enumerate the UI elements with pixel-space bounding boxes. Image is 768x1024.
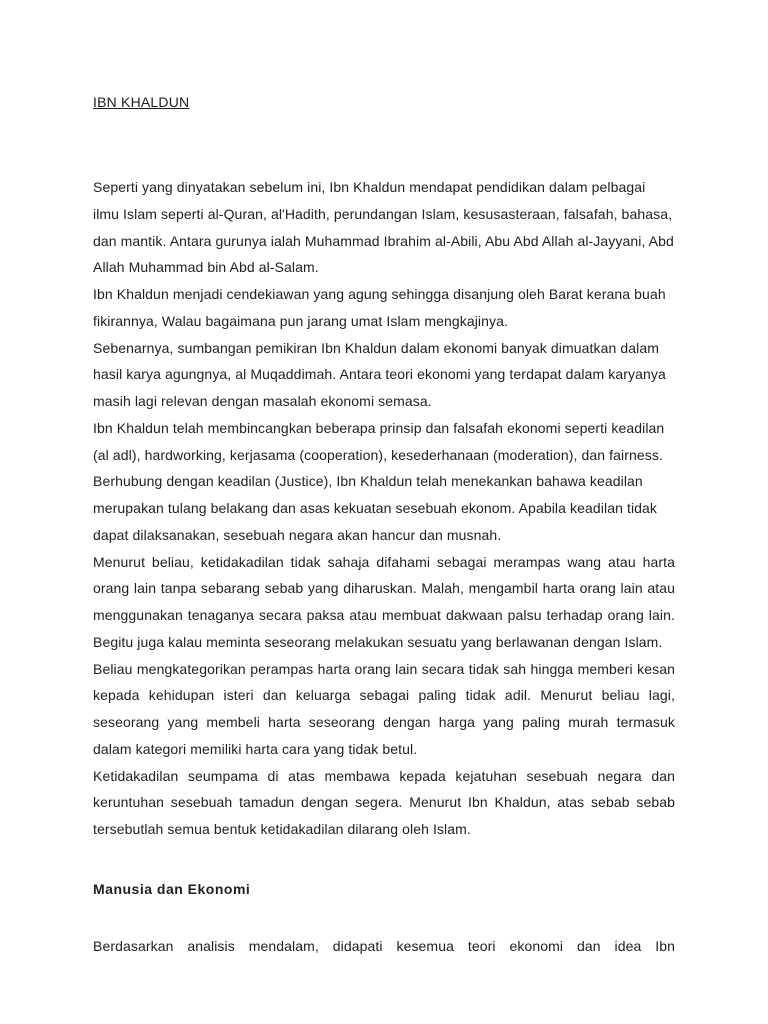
document-title: IBN KHALDUN [93, 94, 190, 110]
paragraph-education: Seperti yang dinyatakan sebelum ini, Ibn Khaldun mendapat pendidikan dalam pelbagai ilmu Islam seperti al-Quran, al'Hadith, perundangan Islam, kesusasteraan, falsafah, bahasa, dan mantik. Antara gurunya ialah Muhammad Ibrahim al-Abili, Abu Abd Allah al-Jayyani, Abd Allah Muhammad bin Abd al-Salam. [93, 179, 674, 276]
paragraph-categories: Beliau mengkategorikan perampas harta orang lain secara tidak sah hingga memberi kesan kepada kehidupan isteri dan keluarga sebagai paling tidak adil. Menurut beliau lagi, seseorang yang membeli harta seseorang dengan harga yang paling murah termasuk dalam kategori memiliki harta cara yang tidak betul. [93, 660, 675, 757]
paragraph-justice: Berhubung dengan keadilan (Justice), Ibn Khaldun telah menekankan bahawa keadilan merupakan tulang belakang dan asas kekuatan sesebuah ekonom. Apabila keadilan tidak dapat dilaksanakan, sesebuah negara akan hancur dan musnah. [93, 473, 658, 543]
paragraph-consequences: Ketidakadilan seumpama di atas membawa kepada kejatuhan sesebuah negara dan keruntuhan sesebuah tamadun dengan segera. Menurut Ibn Khaldun, atas sebab sebab tersebutlah semua bentuk ketidakadilan dilarang oleh Islam. [93, 767, 675, 837]
paragraph-scholar: Ibn Khaldun menjadi cendekiawan yang agung sehingga disanjung oleh Barat kerana buah fikirannya, Walau bagaimana pun jarang umat Islam mengkajinya. [93, 286, 666, 329]
document-body [93, 174, 675, 843]
paragraph-contribution: Sebenarnya, sumbangan pemikiran Ibn Khaldun dalam ekonomi banyak dimuatkan dalam hasil karya agungnya, al Muqaddimah. Antara teori ekonomi yang terdapat dalam karyanya masih lagi relevan dengan masalah ekonomi semasa. [93, 339, 666, 409]
document-content [93, 92, 675, 974]
paragraph-analysis: Berdasarkan analisis mendalam, didapati kesemua teori ekonomi dan idea Ibn [93, 937, 675, 954]
section-heading: Manusia dan Ekonomi [93, 880, 251, 897]
paragraph-principles: Ibn Khaldun telah membincangkan beberapa prinsip dan falsafah ekonomi seperti keadilan (al adl), hardworking, kerjasama (cooperation), kesederhanaan (moderation), dan fairness. [93, 419, 665, 463]
paragraph-injustice: Menurut beliau, ketidakadilan tidak sahaja difahami sebagai merampas wang atau harta orang lain tanpa sebarang sebab yang diharuskan. Malah, mengambil harta orang lain atau menggunakan tenaganya secara paksa atau membuat dakwaan palsu terhadap orang lain. Begitu juga kalau meminta seseorang melakukan sesuatu yang berlawanan dengan Islam. [93, 553, 675, 650]
